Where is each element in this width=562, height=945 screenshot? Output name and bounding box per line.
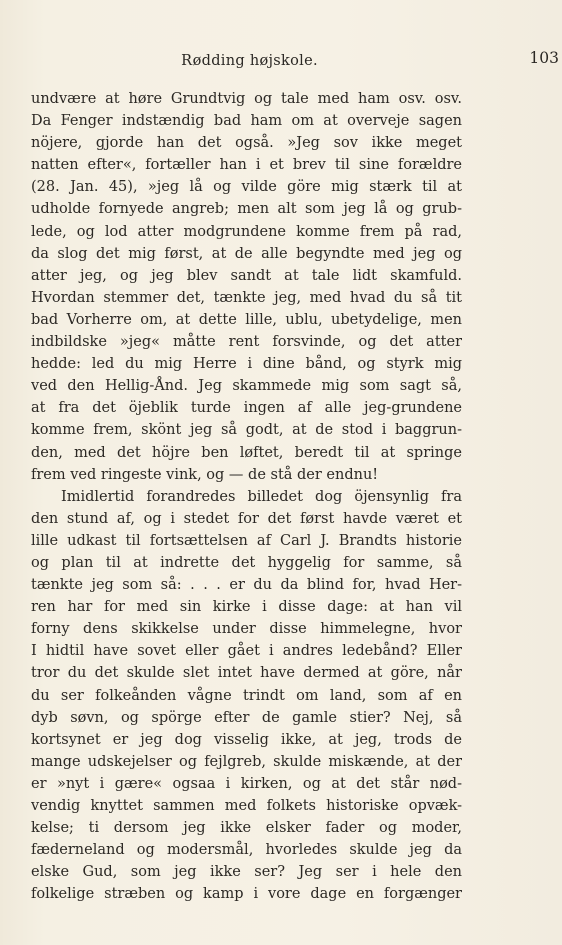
text-line: undvære at høre Grundtvig og tale med ham osv. osv. bbox=[31, 91, 462, 107]
text-line: atter jeg, og jeg blev sandt at tale lidt skamfuld. bbox=[31, 267, 462, 284]
text-line: komme frem, skönt jeg så godt, at de stod i baggrun- bbox=[31, 422, 462, 439]
text-line: er »nyt i gære« ogsaa i kirken, og at det står nød- bbox=[31, 775, 462, 792]
text-line: lille udkast til fortsættelsen af Carl J. Brandts historie bbox=[31, 532, 462, 549]
text-line: kortsynet er jeg dog visselig ikke, at jeg, trods de bbox=[31, 731, 462, 748]
text-line: tror du det skulde slet intet have dermed at göre, når bbox=[31, 665, 462, 682]
text-line: Hvordan stemmer det, tænkte jeg, med hvad du så tit bbox=[31, 289, 462, 306]
running-head bbox=[31, 49, 559, 71]
text-line: nöjere, gjorde han det også. »Jeg sov ikke meget bbox=[31, 135, 462, 152]
text-line: elske Gud, som jeg ikke ser? Jeg ser i hele den bbox=[31, 864, 462, 881]
running-title: Rødding højskole. bbox=[181, 53, 318, 69]
text-line: natten efter«, fortæller han i et brev til sine forældre bbox=[31, 157, 462, 174]
text-line: hedde: led du mig Herre i dine bånd, og styrk mig bbox=[31, 356, 462, 373]
text-line: folkelige stræben og kamp i vore dage en forgænger bbox=[31, 886, 462, 903]
page-number: 103 bbox=[529, 49, 559, 67]
text-line: I hidtil have sovet eller gået i andres ledebånd? Eller bbox=[31, 643, 462, 660]
body-text bbox=[31, 88, 462, 905]
text-line: kelse; ti dersom jeg ikke elsker fader og moder, bbox=[31, 820, 462, 837]
text-line: indbildske »jeg« måtte rent forsvinde, og det atter bbox=[31, 334, 462, 351]
text-line: vendig knyttet sammen med folkets historiske opvæk- bbox=[31, 798, 462, 814]
text-line: udholde fornyede angreb; men alt som jeg lå og grub- bbox=[31, 201, 462, 218]
text-line: da slog det mig først, at de alle begyndte med jeg og bbox=[31, 245, 462, 262]
text-line: den stund af, og i stedet for det først havde været et bbox=[31, 510, 462, 527]
text-line: forny dens skikkelse under disse himmelegne, hvor bbox=[31, 621, 462, 638]
text-line: fæderneland og modersmål, hvorledes skulde jeg da bbox=[31, 842, 462, 859]
text-line: den, med det höjre ben løftet, beredt til at springe bbox=[31, 444, 462, 461]
text-line: at fra det öjeblik turde ingen af alle jeg-grundene bbox=[31, 400, 462, 417]
text-line: ved den Hellig-Ånd. Jeg skammede mig som sagt så, bbox=[31, 378, 462, 395]
text-line: frem ved ringeste vink, og — de stå der endnu! bbox=[31, 466, 379, 483]
text-line: mange udskejelser og fejlgreb, skulde miskænde, at der bbox=[31, 753, 462, 770]
text-line: Imidlertid forandredes billedet dog öjensynlig fra bbox=[61, 488, 462, 505]
text-line: dyb søvn, og spörge efter de gamle stier? Nej, så bbox=[31, 709, 462, 726]
text-line: (28. Jan. 45), »jeg lå og vilde göre mig stærk til at bbox=[31, 179, 462, 196]
text-line: lede, og lod atter modgrundene komme frem på rad, bbox=[31, 223, 462, 240]
text-line: ren har for med sin kirke i disse dage: at han vil bbox=[31, 599, 462, 616]
text-line: Da Fenger indstændig bad ham om at overveje sagen bbox=[31, 113, 462, 130]
text-line: tænkte jeg som så: . . . er du da blind for, hvad Her- bbox=[31, 577, 462, 594]
text-line: og plan til at indrette det hyggelig for samme, så bbox=[31, 554, 462, 571]
text-line: du ser folkeånden vågne trindt om land, som af en bbox=[31, 687, 462, 704]
text-line: bad Vorherre om, at dette lille, ublu, ubetydelige, men bbox=[31, 311, 462, 328]
